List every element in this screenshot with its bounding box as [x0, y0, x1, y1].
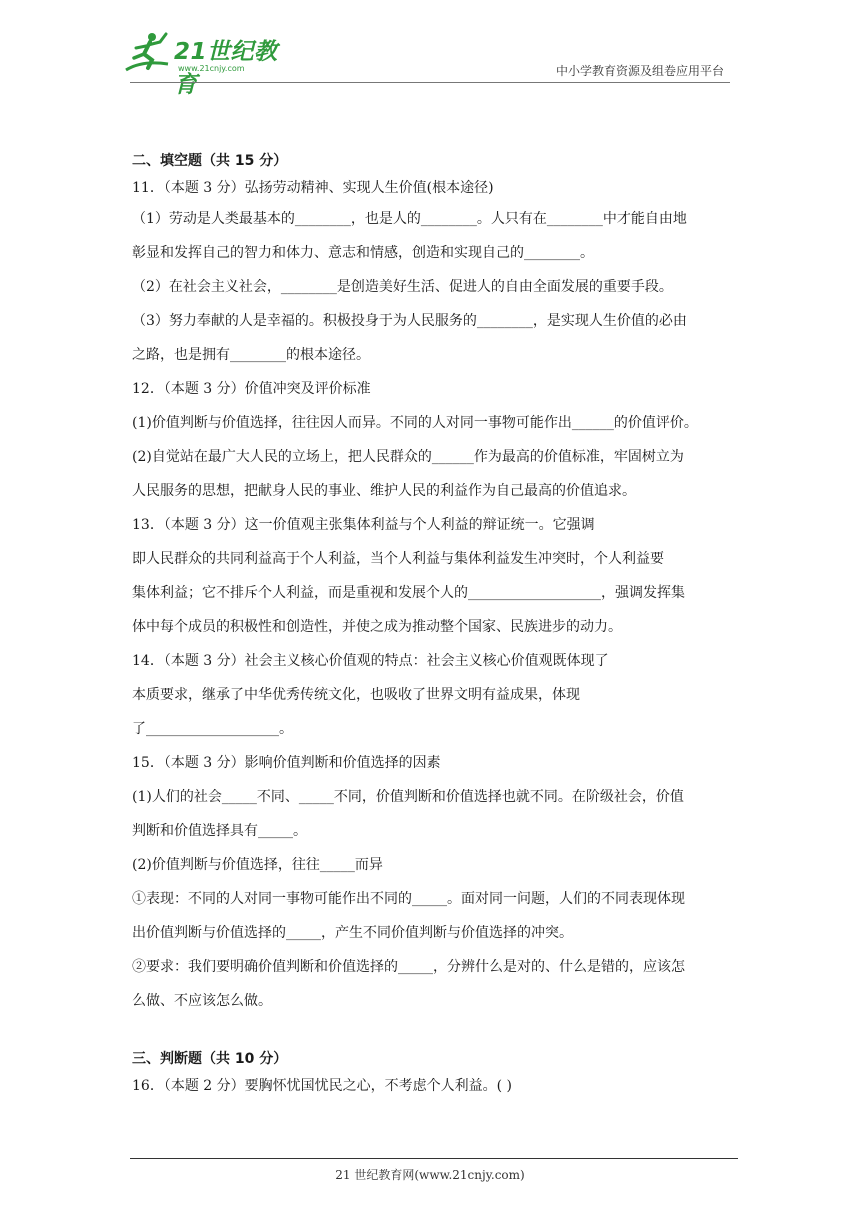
- question-13-title: 13．（本题 3 分）这一价值观主张集体利益与个人利益的辩证统一。它强调: [132, 517, 595, 533]
- question-12-line: (1)价值判断与价值选择，往往因人而异。不同的人对同一事物可能作出______的价值评价。: [132, 415, 698, 431]
- question-11-line: （2）在社会主义社会，________是创造美好生活、促进人的自由全面发展的重要手段。: [132, 279, 673, 295]
- question-11-title: 11．（本题 3 分）弘扬劳动精神、实现人生价值(根本途径): [132, 180, 494, 196]
- page-header: [0, 0, 860, 98]
- footer-text: 21 世纪教育网(www.21cnjy.com): [335, 1168, 525, 1182]
- question-15-line: (1)人们的社会_____不同、_____不同，价值判断和价值选择也就不同。在阶级社会，价值: [132, 789, 684, 805]
- question-12-line: 人民服务的思想，把献身人民的事业、维护人民的利益作为自己最高的价值追求。: [132, 483, 636, 499]
- question-12-line: (2)自觉站在最广大人民的立场上，把人民群众的______作为最高的价值标准，牢固树立为: [132, 449, 684, 465]
- runner-icon: [122, 30, 174, 78]
- question-13-line: 体中每个成员的积极性和创造性，并使之成为推动整个国家、民族进步的动力。: [132, 619, 622, 635]
- footer-divider: [130, 1158, 738, 1159]
- section-title-fill: 二、填空题（共 15 分）: [132, 153, 288, 169]
- question-15-line: ①表现：不同的人对同一事物可能作出不同的_____。面对同一问题，人们的不同表现体现: [132, 891, 685, 907]
- question-15-line: 判断和价值选择具有_____。: [132, 823, 307, 839]
- logo-url: www.21cnjy.com: [178, 64, 245, 73]
- header-divider: [130, 82, 730, 83]
- question-14-title: 14．（本题 3 分）社会主义核心价值观的特点：社会主义核心价值观既体现了: [132, 653, 609, 669]
- question-13-line: 集体利益；它不排斥个人利益，而是重视和发展个人的___________________，强调发挥集: [132, 585, 685, 601]
- question-12-title: 12．（本题 3 分）价值冲突及评价标准: [132, 381, 371, 397]
- document-body: [132, 148, 732, 1100]
- question-15-line: ②要求：我们要明确价值判断和价值选择的_____，分辨什么是对的、什么是错的，应该怎: [132, 959, 685, 975]
- question-16: 16．（本题 2 分）要胸怀忧国忧民之心，不考虑个人利益。( ): [132, 1078, 512, 1094]
- question-11-line: （1）劳动是人类最基本的________，也是人的________。人只有在________中才能自由地: [132, 211, 687, 227]
- question-15-line: 么做、不应该怎么做。: [132, 993, 272, 1009]
- question-15-line: 出价值判断与价值选择的_____，产生不同价值判断与价值选择的冲突。: [132, 925, 573, 941]
- question-14-line: 本质要求，继承了中华优秀传统文化，也吸收了世界文明有益成果，体现: [132, 687, 580, 703]
- question-13-line: 即人民群众的共同利益高于个人利益，当个人利益与集体利益发生冲突时，个人利益要: [132, 551, 664, 567]
- question-15-title: 15．（本题 3 分）影响价值判断和价值选择的因素: [132, 755, 441, 771]
- question-14-line: 了___________________。: [132, 721, 293, 737]
- question-11-line: （3）努力奉献的人是幸福的。积极投身于为人民服务的________，是实现人生价值的必由: [132, 313, 687, 329]
- platform-name: 中小学教育资源及组卷应用平台: [555, 64, 724, 78]
- question-15-line: (2)价值判断与价值选择，往往_____而异: [132, 857, 383, 873]
- question-11-line: 彰显和发挥自己的智力和体力、意志和情感，创造和实现自己的________。: [132, 245, 594, 261]
- logo: [122, 30, 292, 98]
- question-11-line: 之路，也是拥有________的根本途径。: [132, 347, 370, 363]
- section-title-judge: 三、判断题（共 10 分）: [132, 1051, 288, 1067]
- logo-text: 21世纪教育: [174, 39, 278, 98]
- section-gap: [132, 1018, 732, 1046]
